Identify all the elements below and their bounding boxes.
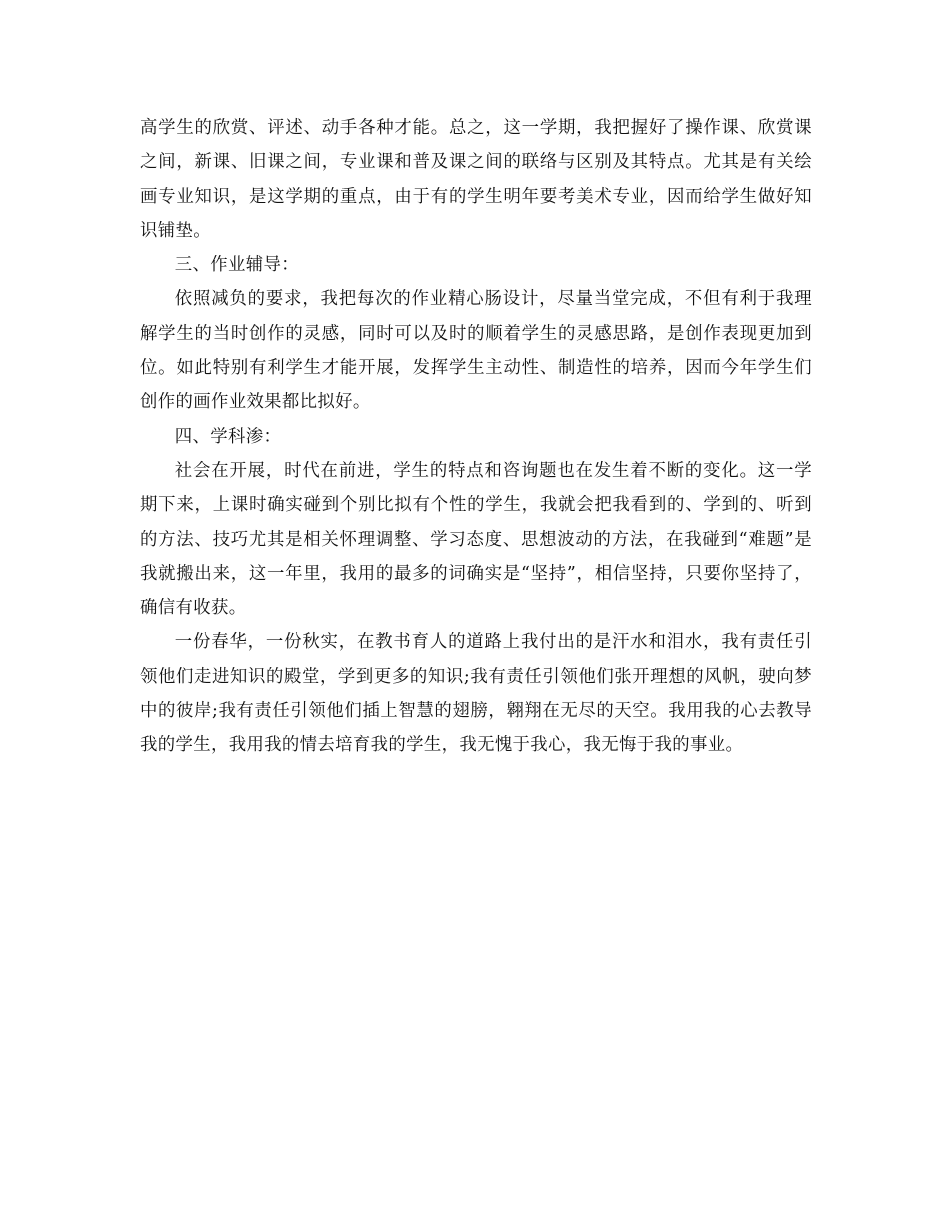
document-page — [140, 111, 812, 763]
paragraph-homework: 依照减负的要求，我把每次的作业精心肠设计，尽量当堂完成，不但有利于我理解学生的当时创作的灵感，同时可以及时的顺着学生的灵感思路，是创作表现更加到位。如此特别有利学生才能开展，发挥学生主动性、制造性的培养，因而今年学生们创作的画作业效果都比拟好。 — [140, 289, 812, 413]
section-heading-subject-integration: 四、学科渗： — [174, 426, 282, 447]
paragraph-subject-integration: 社会在开展，时代在前进，学生的特点和咨询题也在发生着不断的变化。这一学期下来，上课时确实碰到个别比拟有个性的学生，我就会把我看到的、学到的、听到的方法、技巧尤其是相关怀理调整、学习态度、思想波动的方法，在我碰到“难题”是我就搬出来，这一年里，我用的最多的词确实是“坚持”，相信坚持，只要你坚持了，确信有收获。 — [140, 460, 812, 619]
paragraph-conclusion: 一份春华，一份秋实，在教书育人的道路上我付出的是汗水和泪水，我有责任引领他们走进知识的殿堂，学到更多的知识;我有责任引领他们张开理想的风帆，驶向梦中的彼岸;我有责任引领他们插上智慧的翅膀，翱翔在无尽的天空。我用我的心去教导我的学生，我用我的情去培育我的学生，我无愧于我心，我无悔于我的事业。 — [140, 632, 812, 756]
paragraph-continuation: 高学生的欣赏、评述、动手各种才能。总之，这一学期，我把握好了操作课、欣赏课之间，新课、旧课之间，专业课和普及课之间的联络与区别及其特点。尤其是有关绘画专业知识，是这学期的重点，由于有的学生明年要考美术专业，因而给学生做好知识铺垫。 — [140, 118, 812, 241]
section-heading-homework-guidance: 三、作业辅导： — [174, 255, 299, 276]
